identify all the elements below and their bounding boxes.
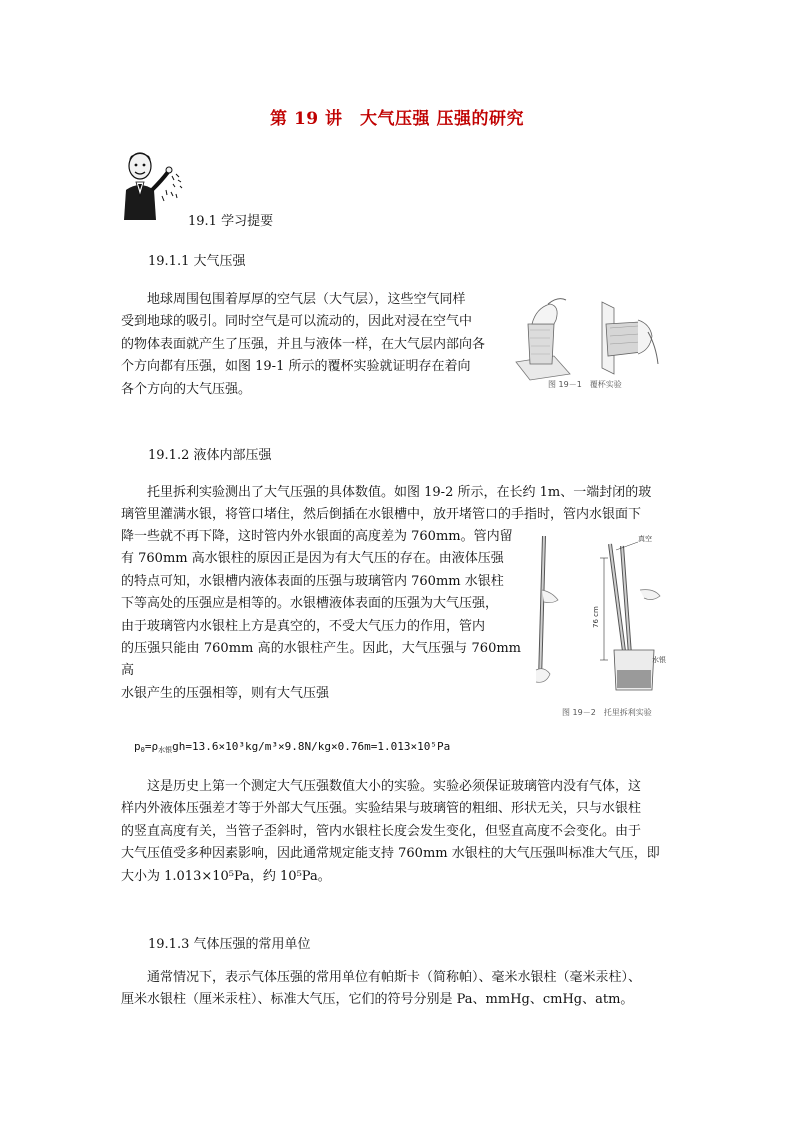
text-line: 通常情况下，表示气体压强的常用单位有帕斯卡（简称帕）、毫米水银柱（毫米汞柱）、	[147, 970, 642, 985]
vacuum-label: 真空	[638, 535, 652, 543]
torricelli-experiment-figure	[528, 530, 678, 715]
paragraph-atmospheric-pressure	[121, 289, 501, 401]
text-line: 的竖直高度有关，当管子歪斜时，管内水银柱长度会发生变化，但竖直高度不会变化。由于	[121, 823, 642, 839]
paragraph-experiment-notes	[121, 776, 673, 888]
section-heading-19-1-2: 19.1.2 液体内部压强	[148, 448, 272, 463]
text-line: 样内外液体压强差才等于外部大气压强。实验结果与玻璃管的粗细、形状无关，只与水银柱	[121, 801, 642, 817]
cup-experiment-figure	[510, 290, 660, 392]
text-line: 的压强只能由 760mm 高的水银柱产生。因此，大气压强与 760mm 高	[121, 641, 521, 679]
text-line: 大小为 1.013×10⁵Pa，约 10⁵Pa。	[121, 868, 331, 884]
section-heading-19-1-3: 19.1.3 气体压强的常用单位	[148, 937, 311, 952]
text-line: 的物体表面就产生了压强，并且与液体一样，在大气层内部向各	[121, 336, 486, 352]
figure-caption-19-1: 图 19－1 覆杯实验	[548, 380, 622, 389]
text-line: 水银产生的压强相等，则有大气压强	[121, 685, 330, 701]
formula-atmospheric-pressure	[134, 740, 450, 755]
text-line: 托里拆利实验测出了大气压强的具体数值。如图 19-2 所示，在长约 1m、一端封闭的玻	[147, 485, 652, 500]
formula-sub-mercury: 水银	[158, 746, 173, 754]
paragraph-torricelli-intro	[121, 482, 673, 527]
text-line: 降一些就不再下降，这时管内外水银面的高度差为 760mm。管内留	[121, 529, 513, 544]
section-heading-19-1-1: 19.1.1 大气压强	[148, 254, 246, 269]
text-line: 这是历史上第一个测定大气压强数值大小的实验。实验必须保证玻璃管内没有气体，这	[147, 779, 642, 794]
section-heading-19-1: 19.1 学习提要	[188, 214, 274, 229]
text-line: 大气压值受多种因素影响，因此通常规定能支持 760mm 水银柱的大气压强叫标准大气压，即	[121, 846, 660, 862]
text-line: 厘米水银柱（厘米汞柱）、标准大气压，它们的符号分别是 Pa、mmHg、cmHg、atm。	[121, 992, 634, 1008]
figure-caption-19-2: 图 19－2 托里拆利实验	[562, 708, 652, 717]
text-line: 地球周围包围着厚厚的空气层（大气层），这些空气同样	[147, 292, 466, 307]
text-line: 的特点可知，水银槽内液体表面的压强与玻璃管内 760mm 水银柱	[121, 573, 504, 589]
text-line: 受到地球的吸引。同时空气是可以流动的，因此对浸在空气中	[121, 314, 473, 330]
text-line: 由于玻璃管内水银柱上方是真空的，不受大气压力的作用，管内	[121, 618, 486, 634]
text-line: 各个方向的大气压强。	[121, 381, 252, 397]
formula-symbol-p: p	[134, 740, 141, 753]
text-line: 有 760mm 高水银柱的原因正是因为有大气压的存在。由液体压强	[121, 551, 504, 567]
formula-rho: =ρ	[144, 740, 159, 753]
page-title: 第 19 讲 大气压强 压强的研究	[270, 109, 524, 129]
teacher-mascot-illustration	[116, 150, 188, 220]
mercury-label: 水银	[652, 656, 666, 664]
formula-rest: gh=13.6×10³kg/m³×9.8N/kg×0.76m=1.013×10⁵Pa	[172, 740, 451, 753]
text-line: 下等高处的压强应是相等的。水银槽液体表面的压强为大气压强，	[121, 596, 499, 612]
text-line: 个方向都有压强，如图 19-1 所示的覆杯实验就证明存在着向	[121, 359, 471, 375]
paragraph-torricelli-body	[121, 526, 521, 705]
text-line: 璃管里灌满水银，将管口堵住，然后倒插在水银槽中，放开堵管口的手指时，管内水银面下	[121, 507, 642, 523]
height-label: 76 cm	[592, 606, 600, 628]
paragraph-pressure-units	[121, 967, 673, 1012]
formula-sub-0: 0	[140, 746, 145, 754]
